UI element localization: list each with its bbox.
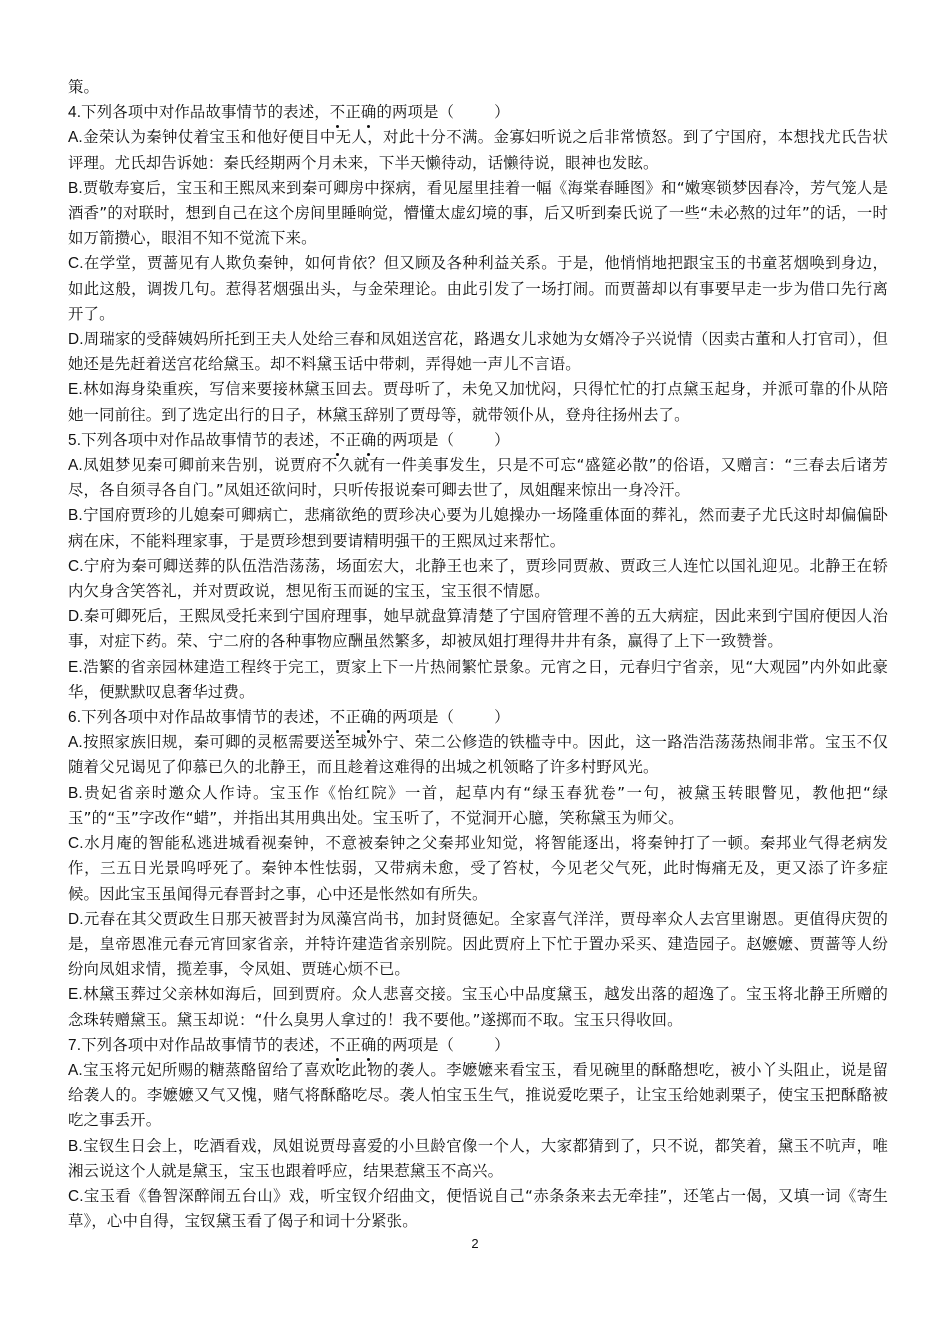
question-4-stem: 4.下列各项中对作品故事情节的表述，不正确的两项是（ ） xyxy=(68,100,888,125)
document-body xyxy=(68,75,888,1234)
emphasis-char: 不 xyxy=(330,1033,346,1058)
option-5-a: A.凤姐梦见秦可卿前来告别，说贾府不久就有一件美事发生，只是不可忘“盛筵必散”的俗语，又赠言：“三春去后诸芳尽，各自须寻各自门。”凤姐还欲问时，只听传报说秦可卿去世了，凤姐醒来惊出一身冷汗。 xyxy=(68,456,888,500)
emphasis-char: 不 xyxy=(330,428,346,453)
option-4-b: B.贾敬寿宴后，宝玉和王熙凤来到秦可卿房中探病，看见屋里挂着一幅《海棠春睡图》和“嫩寒锁梦因春冷，芳气笼人是酒香”的对联时，想到自己在这个房间里睡晌觉，懵懂太虚幻境的事，后又听到秦氏说了一些“未必熬的过年”的话，一时如万箭攒心，眼泪不知不觉流下来。 xyxy=(68,178,888,248)
option-7-b: B.宝钗生日会上，吃酒看戏，凤姐说贾母喜爱的小旦龄官像一个人，大家都猜到了，只不说，都笑着，黛玉不吭声，唯湘云说这个人就是黛玉，宝玉也跟着呼应，结果惹黛玉不高兴。 xyxy=(68,1136,888,1180)
emphasis-char: 确 xyxy=(361,705,377,730)
option-4-d: D.周瑞家的受薛姨妈所托到王夫人处给三春和凤姐送宫花，路遇女儿求她为女婿冷子兴说情（因卖古董和人打官司），但她还是先赶着送宫花给黛玉。却不料黛玉话中带刺，弄得她一声儿不言语。 xyxy=(68,330,888,374)
option-6-c: C.水月庵的智能私逃进城看视秦钟，不意被秦钟之父秦邦业知觉，将智能逐出，将秦钟打了一顿。秦邦业气得老病发作，三五日光景呜呼死了。秦钟本性怯弱，又带病未愈，受了笞杖，今见老父气死，此时悔痛无及，更又添了许多症候。因此宝玉虽闻得元春晋封之事，心中还是怅然如有所失。 xyxy=(68,834,888,903)
option-4-a: A.金荣认为秦钟仗着宝玉和他好便目中无人，对此十分不满。金寡妇听说之后非常愤怒。到了宁国府，本想找尤氏告状评理。尤氏却告诉她：秦氏经期两个月未来，下半天懒待动，话懒待说，眼神也发眩。 xyxy=(68,128,888,172)
option-6-d: D.元春在其父贾政生日那天被晋封为凤藻宫尚书，加封贤德妃。全家喜气洋洋，贾母率众人去宫里谢恩。更值得庆贺的是，皇帝恩准元春元宵回家省亲，并特许建造省亲别院。因此贾府上下忙于置办采买、建造园子。赵嬷嬷、贾蔷等人纷纷向凤姐求情，揽差事，令凤姐、贾琏心烦不已。 xyxy=(68,909,888,979)
page-number: 2 xyxy=(471,1236,479,1251)
emphasis-char: 确 xyxy=(361,1033,377,1058)
option-4-e: E.林如海身染重疾，写信来要接林黛玉回去。贾母听了，未免又加忧闷，只得忙忙的打点黛玉起身，并派可靠的仆从陪她一同前往。到了选定出行的日子，林黛玉辞别了贾母等，就带领仆从，登舟往扬州去了。 xyxy=(68,380,888,424)
question-number: 4. xyxy=(68,104,82,122)
question-5-stem: 5.下列各项中对作品故事情节的表述，不正确的两项是（ ） xyxy=(68,428,888,453)
emphasis-char: 不 xyxy=(330,100,346,125)
emphasis-char: 不 xyxy=(330,705,346,730)
lead-text: 策。 xyxy=(68,78,100,96)
option-6-b: B.贵妃省亲时邀众人作诗。宝玉作《怡红院》一首，起草内有“绿玉春犹卷”一句，被黛玉转眼瞥见，教他把“绿玉”的“玉”字改作“蜡”，并指出其用典出处。宝玉听了，不觉洞开心臆，笑称黛玉为师父。 xyxy=(68,783,888,827)
option-7-a: A.宝玉将元妃所赐的糖蒸酪留给了喜欢吃此物的袭人。李嬷嬷来看宝玉，看见碗里的酥酪想吃，被小丫头阻止，说是留给袭人的。李嬷嬷又气又愧，赌气将酥酪吃尽。袭人怕宝玉生气，推说爱吃栗子，让宝玉给她剥栗子，使宝玉把酥酪被吃之事丢开。 xyxy=(68,1060,888,1130)
emphasis-char: 确 xyxy=(361,100,377,125)
question-7-stem: 7.下列各项中对作品故事情节的表述，不正确的两项是（ ） xyxy=(68,1033,888,1058)
option-5-e: E.浩繁的省亲园林建造工程终于完工，贾家上下一片热闹繁忙景象。元宵之日，元春归宁省亲，见“大观园”内外如此豪华，便默默叹息奢华过费。 xyxy=(68,657,888,701)
question-number: 6. xyxy=(68,709,82,727)
option-4-c: C.在学堂，贾蔷见有人欺负秦钟，如何肯依？但又顾及各种利益关系。于是，他悄悄地把跟宝玉的书童茗烟唤到身边，如此这般，调拨几句。惹得茗烟强出头，与金荣理论。由此引发了一场打闹。而贾蔷却以有事要早走一步为借口先行离开了。 xyxy=(68,254,888,323)
option-5-c: C.宁府为秦可卿送葬的队伍浩浩荡荡，场面宏大，北静王也来了，贾珍同贾赦、贾政三人连忙以国礼迎见。北静王在轿内欠身含笑答礼，并对贾政说，想见衔玉而诞的宝玉，宝玉很不情愿。 xyxy=(68,556,888,601)
option-7-c: C.宝玉看《鲁智深醉闹五台山》戏，听宝钗介绍曲文，便悟说自己“赤条条来去无牵挂”，还笔占一偈，又填一词《寄生草》，心中自得，宝钗黛玉看了偈子和词十分紧张。 xyxy=(68,1186,888,1231)
emphasis-char: 确 xyxy=(361,428,377,453)
question-number: 7. xyxy=(68,1036,82,1054)
option-6-a: A.按照家族旧规，秦可卿的灵柩需要送至城外宁、荣二公修造的铁槛寺中。因此，这一路浩浩荡荡热闹非常。宝玉不仅随着父兄谒见了仰慕已久的北静王，而且趁着这难得的出城之机领略了许多村野风光。 xyxy=(68,733,888,777)
option-5-b: B.宁国府贾珍的儿媳秦可卿病亡，悲痛欲绝的贾珍决心要为儿媳操办一场隆重体面的葬礼，然而妻子尤氏这时却偏偏卧病在床，不能料理家事，于是贾珍想到要请精明强干的王熙凤过来帮忙。 xyxy=(68,506,888,550)
question-6-stem: 6.下列各项中对作品故事情节的表述，不正确的两项是（ ） xyxy=(68,705,888,730)
option-6-e: E.林黛玉葬过父亲林如海后，回到贾府。众人悲喜交接。宝玉心中品度黛玉，越发出落的超逸了。宝玉将北静王所赠的念珠转赠黛玉。黛玉却说：“什么臭男人拿过的！我不要他。”遂掷而不取。宝玉只得收回。 xyxy=(68,985,888,1029)
option-5-d: D.秦可卿死后，王熙凤受托来到宁国府理事，她早就盘算清楚了宁国府管理不善的五大病症，因此来到宁国府便因人治事，对症下药。荣、宁二府的各种事物应酬虽然繁多，却被凤姐打理得井井有条，赢得了上下一致赞誉。 xyxy=(68,607,888,651)
question-number: 5. xyxy=(68,431,82,449)
